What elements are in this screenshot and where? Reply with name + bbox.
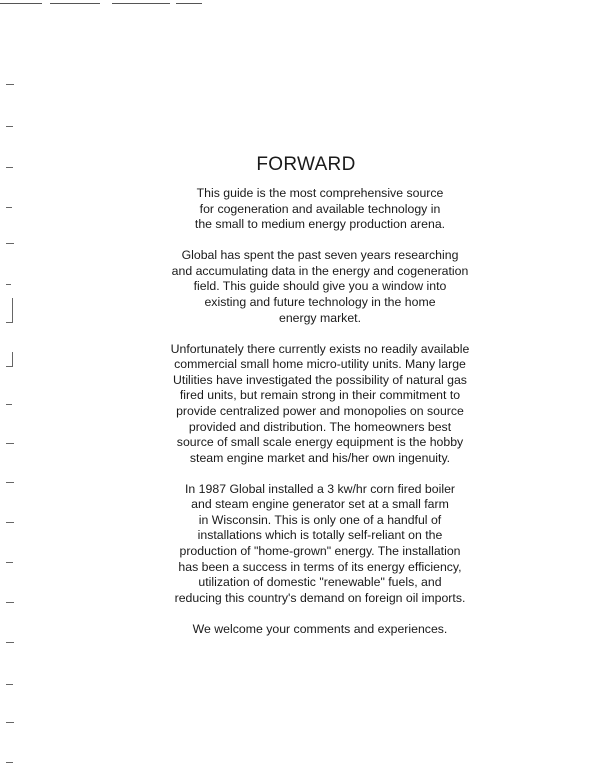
text-line: and steam engine generator set at a small farm [191,497,449,512]
paragraph-closing [120,622,520,638]
scan-margin-mark [6,322,13,323]
scan-margin-mark [6,642,14,643]
scan-margin-mark [12,298,13,322]
page-title: FORWARD [256,153,356,175]
scan-margin-mark [6,522,14,523]
paragraph-installation [120,482,520,607]
text-line: This guide is the most comprehensive source [196,186,444,200]
paragraph-market [120,342,520,467]
text-line: In 1987 Global installed a 3 kw/hr corn fired boiler [185,481,455,496]
scan-margin-mark [12,352,13,366]
text-line: Unfortunately there currently exists no readily available [170,341,470,356]
body-text [120,186,520,653]
text-line: for cogeneration and available technology in [199,201,441,216]
text-line: We welcome your comments and experiences. [192,621,448,636]
text-line: steam engine market and his/her own ingenuity. [189,450,451,465]
scan-margin-mark [6,366,13,367]
text-line: energy market. [278,310,361,325]
scan-edge-rule [50,3,100,4]
paragraph-intro [120,186,520,233]
scan-margin-mark [6,482,14,483]
scan-edge-rule [0,3,42,4]
scan-margin-mark [6,243,14,244]
text-line: commercial small home micro-utility units. Many large [174,357,466,372]
scan-margin-mark [6,284,11,285]
text-line: source of small scale energy equipment is the hobby [176,435,464,450]
text-line: provided and distribution. The homeowners best [188,419,452,434]
text-line: reducing this country's demand on foreign oil imports. [174,590,466,605]
text-line: Global has spent the past seven years researching [181,248,459,263]
scan-margin-mark [6,404,12,405]
scan-margin-mark [6,126,13,127]
text-line: in Wisconsin. This is only one of a handful of [198,512,442,527]
text-line: production of "home-grown" energy. The installation [179,544,461,559]
text-line: has been a success in terms of its energy efficiency, [178,559,462,574]
scan-edge-rule [112,3,170,4]
text-line: fired units, but remain strong in their commitment to [179,388,461,403]
paragraph-research [120,248,520,326]
scan-margin-mark [6,684,13,685]
text-line: utilization of domestic "renewable" fuels, and [198,575,442,590]
text-line: Utilities have investigated the possibility of natural gas [173,372,467,387]
text-line: and accumulating data in the energy and cogeneration [171,263,469,278]
scan-margin-mark [6,602,14,603]
scan-margin-mark [6,562,13,563]
scan-margin-mark [6,84,14,85]
text-line: field. This guide should give you a window into [193,279,447,294]
text-line: existing and future technology in the home [204,294,436,309]
scan-margin-mark [6,207,12,208]
scan-margin-mark [6,762,13,763]
text-line: installations which is totally self-reliant on the [197,528,443,543]
scan-edge-rule [176,3,202,4]
scan-margin-mark [6,722,14,723]
scan-margin-mark [6,443,14,444]
text-line: the small to medium energy production arena. [194,217,446,232]
text-line: provide centralized power and monopolies on source [176,403,464,418]
